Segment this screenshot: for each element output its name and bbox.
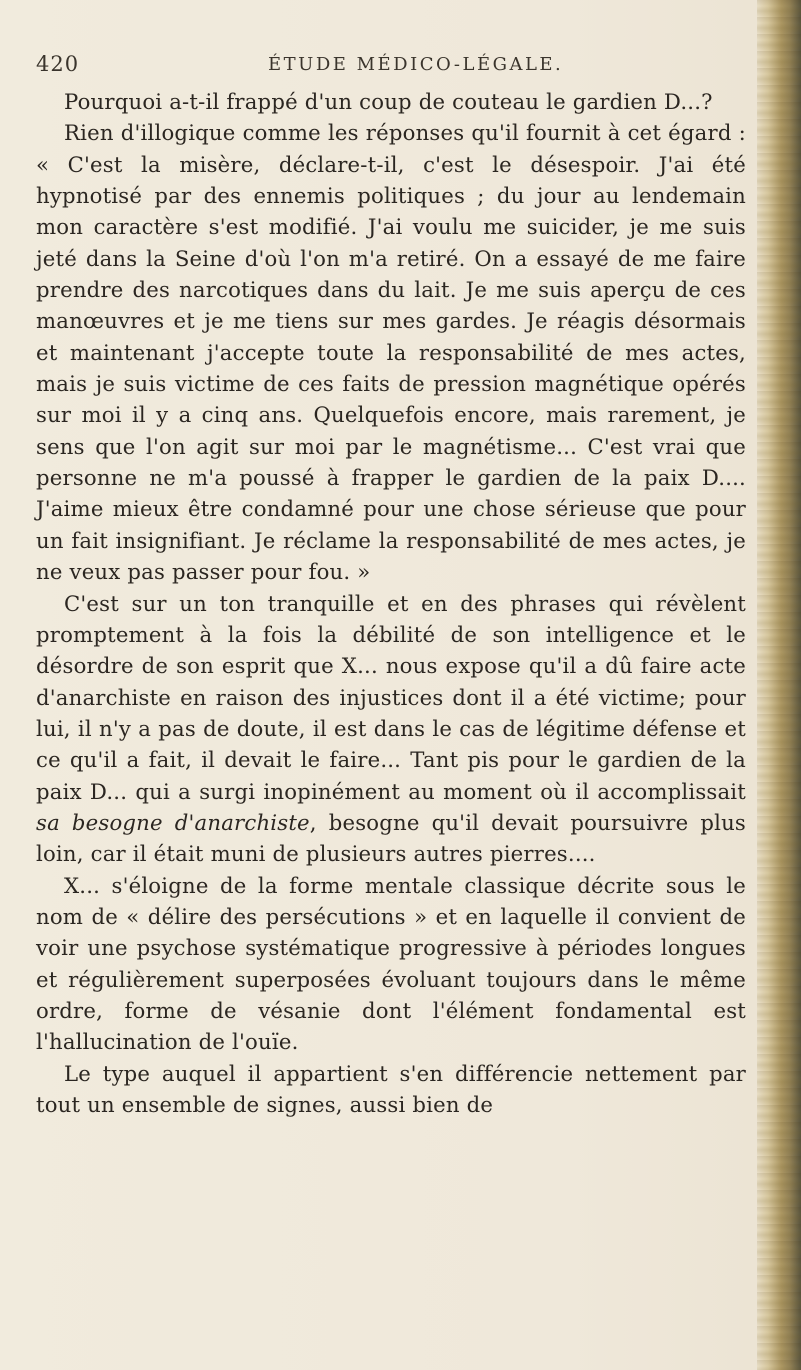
narrative-text-end: , besogne qu'il devait poursuivre plus loin, car il était muni de plusieurs autres pierres.... bbox=[36, 809, 746, 867]
narrative-text-start: C'est sur un ton tranquille et en des phrases qui révèlent promptement à la fois la débilité de son intelligence et le désordre de son esprit que X... nous expose qu'il a dû faire acte d'anarchiste en raison des injustices dont il a été victime; pour lui, il n'y a pas de doute, il est dans le cas de légitime défense et ce qu'il a fait, il devait le faire... Tant pis pour le gardien de la paix D... qui a surgi inopinément au moment où il accomplissait bbox=[36, 590, 746, 804]
page-number: 420 bbox=[36, 52, 80, 76]
narrative-italic-phrase: sa besogne d'anarchiste bbox=[36, 809, 310, 835]
paragraph-narrative bbox=[36, 588, 746, 870]
paragraph-quoted-answers: Rien d'illogique comme les réponses qu'il fournit à cet égard : « C'est la misère, déclare-t-il, c'est le désespoir. J'ai été hypnotisé par des ennemis politiques ; du jour au lendemain mon caractère s'est modifié. J'ai voulu me suicider, je me suis jeté dans la Seine d'où l'on m'a retiré. On a essayé de me faire prendre des narcotiques dans du lait. Je me suis aperçu de ces manœuvres et je me tiens sur mes gardes. Je réagis désormais et maintenant j'accepte toute la responsabilité de mes actes, mais je suis victime de ces faits de pression magnétique opérés sur moi il y a cinq ans. Quelquefois encore, mais rarement, je sens que l'on agit sur moi par le magnétisme... C'est vrai que personne ne m'a poussé à frapper le gardien de la paix D.... J'aime mieux être condamné pour une chose sérieuse que pour un fait insignifiant. Je réclame la responsabilité de mes actes, je ne veux pas passer pour fou. » bbox=[36, 120, 746, 585]
body-text bbox=[36, 86, 746, 1120]
book-binding-edge bbox=[757, 0, 801, 1370]
running-head: ÉTUDE MÉDICO-LÉGALE. bbox=[268, 54, 564, 75]
paragraph-question: Pourquoi a-t-il frappé d'un coup de couteau le gardien D...? bbox=[64, 89, 713, 114]
page-header bbox=[36, 52, 756, 86]
paragraph-diagnosis: X... s'éloigne de la forme mentale classique décrite sous le nom de « délire des persécutions » et en laquelle il convient de voir une psychose systématique progressive à périodes longues et régulièrement superposées évoluant toujours dans le même ordre, forme de vésanie dont l'élément fondamental est l'hallucination de l'ouïe. bbox=[36, 872, 746, 1055]
paragraph-type: Le type auquel il appartient s'en différencie nettement par tout un ensemble de signes, aussi bien de bbox=[36, 1060, 746, 1117]
